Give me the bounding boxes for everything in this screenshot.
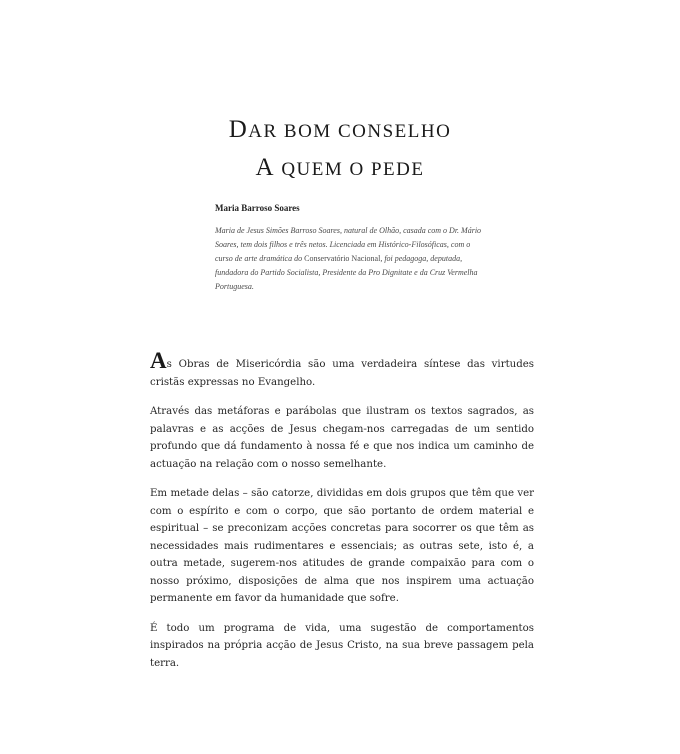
chapter-title-line-2 <box>0 146 680 183</box>
title-rest-1: AR BOM CONSELHO <box>248 121 452 142</box>
chapter-title-line-1 <box>0 108 680 145</box>
paragraph-1 <box>150 348 534 391</box>
title-initial-cap-1: D <box>228 116 249 143</box>
author-bio-part-1: Maria de Jesus Simões Barroso Soares, natural de Olhão, casada com o Dr. Mário Soares, tem dois filhos e três netos. Licenciada em Histórico-Filosóficas, com o curso de arte dramática do <box>215 226 482 263</box>
paragraph-3: Em metade delas – são catorze, divididas em dois grupos que têm que ver com o espírito e com o corpo, que são portanto de ordem material e espiritual – se preconizam acções concretas para socorrer os que têm as necessidades mais rudimentares e essenciais; as outras sete, isto é, a outra metade, sugerem-nos atitudes de grande compaixão para com o nosso próximo, disposições de alma que nos inspirem uma actuação permanente em favor da humanidade que sofre. <box>150 488 534 604</box>
drop-cap: A <box>150 348 167 373</box>
paragraph-2: Através das metáforas e parábolas que ilustram os textos sagrados, as palavras e as acções de Jesus chegam-nos carregadas de um sentido profundo que dá fundamento à nossa fé e que nos indica um caminho de actuação na relação com o nosso semelhante. <box>150 406 534 470</box>
paragraph-1-text: s Obras de Misericórdia são uma verdadeira síntese das virtudes cristãs expressas no Evangelho. <box>150 359 534 388</box>
author-bio <box>215 224 483 294</box>
author-bio-institution: Conservatório Nacional <box>304 254 381 263</box>
article-body <box>150 348 534 684</box>
author-bio-part-2: , foi pedagoga, deputada, fundadora do Partido Socialista, Presidente da Pro Dignitate e da Cruz Vermelha Portuguesa. <box>215 254 478 291</box>
title-initial-cap-2: A <box>255 154 276 181</box>
author-name: Maria Barroso Soares <box>215 203 300 213</box>
title-rest-2: QUEM O PEDE <box>275 159 425 180</box>
paragraph-4: É todo um programa de vida, uma sugestão de comportamentos inspirados na própria acção de Jesus Cristo, na sua breve passagem pela terra. <box>150 622 534 669</box>
